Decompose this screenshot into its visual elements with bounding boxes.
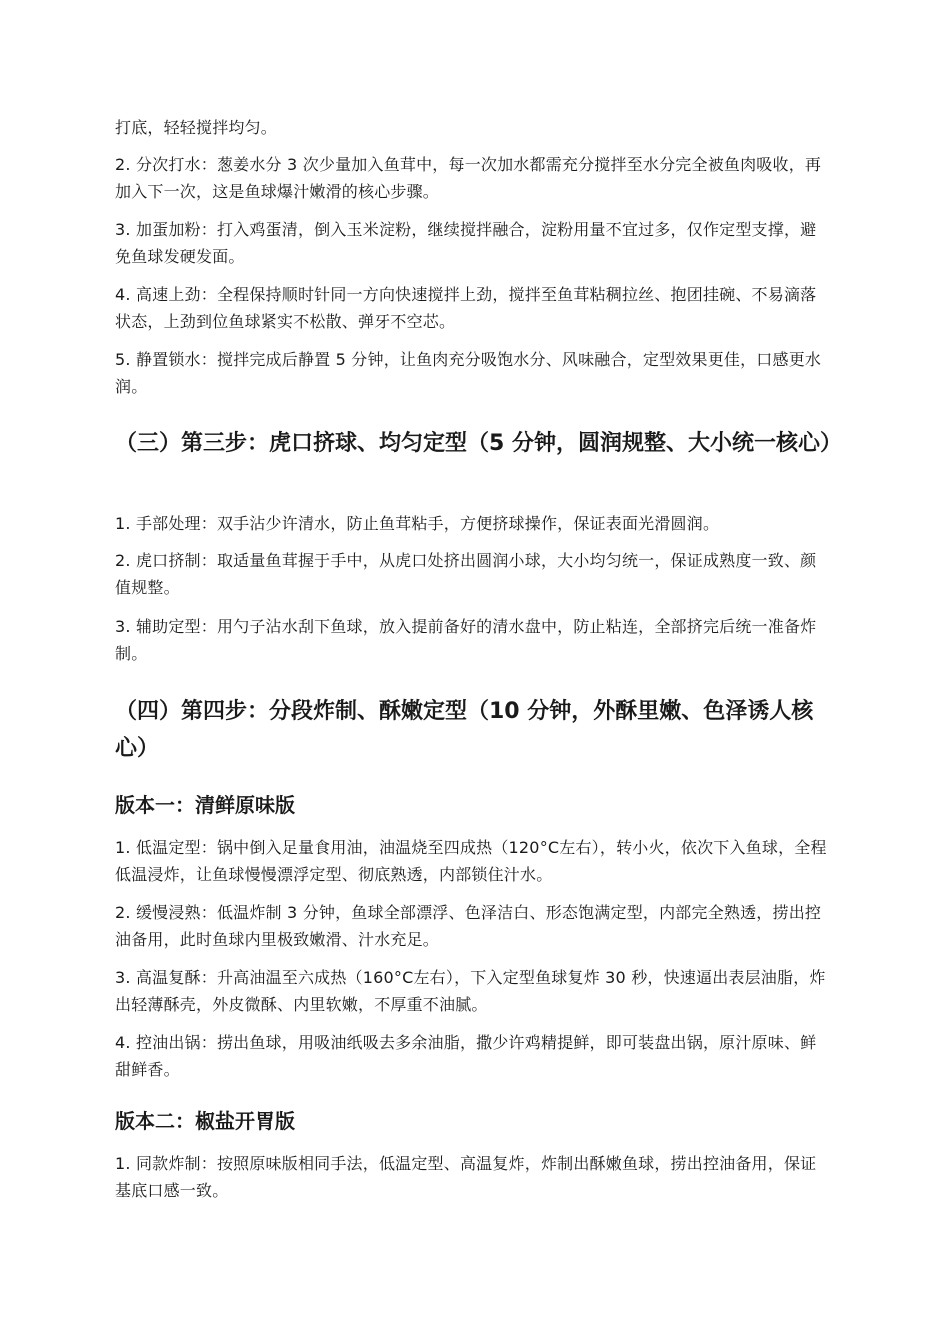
paragraph-version1-item1: 1. 低温定型：锅中倒入足量食用油，油温烧至四成热（120°C左右），转小火，依次下入鱼球，全程低温浸炸，让鱼球慢慢漂浮定型、彻底熟透，内部锁住汁水。 xyxy=(115,838,827,884)
heading-version2: 版本二：椒盐开胃版 xyxy=(115,1109,295,1133)
heading-step3: （三）第三步：虎口挤球、均匀定型（5 分钟，圆润规整、大小统一核心） xyxy=(115,431,842,456)
paragraph-step2-item5: 5. 静置锁水：搅拌完成后静置 5 分钟，让鱼肉充分吸饱水分、风味融合，定型效果更佳，口感更水润。 xyxy=(115,350,822,396)
paragraph-step2-continued: 打底，轻轻搅拌均匀。 xyxy=(115,118,278,137)
paragraph-step2-item4: 4. 高速上劲：全程保持顺时针同一方向快速搅拌上劲，搅拌至鱼茸粘稠拉丝、抱团挂碗、不易滴落状态，上劲到位鱼球紧实不松散、弹牙不空芯。 xyxy=(115,285,817,331)
paragraph-version1-item4: 4. 控油出锅：捞出鱼球，用吸油纸吸去多余油脂，撒少许鸡精提鲜，即可装盘出锅，原汁原味、鲜甜鲜香。 xyxy=(115,1033,817,1079)
heading-version1: 版本一：清鲜原味版 xyxy=(115,793,295,817)
paragraph-version1-item2: 2. 缓慢浸熟：低温炸制 3 分钟，鱼球全部漂浮、色泽洁白、形态饱满定型，内部完全熟透，捞出控油备用，此时鱼球内里极致嫩滑、汁水充足。 xyxy=(115,903,822,949)
paragraph-step3-item1: 1. 手部处理：双手沾少许清水，防止鱼茸粘手，方便挤球操作，保证表面光滑圆润。 xyxy=(115,514,720,533)
paragraph-step2-item2: 2. 分次打水：葱姜水分 3 次少量加入鱼茸中，每一次加水都需充分搅拌至水分完全被鱼肉吸收，再加入下一次，这是鱼球爆汁嫩滑的核心步骤。 xyxy=(115,155,822,201)
paragraph-step3-item3: 3. 辅助定型：用勺子沾水刮下鱼球，放入提前备好的清水盘中，防止粘连，全部挤完后统一准备炸制。 xyxy=(115,617,817,663)
heading-step4: （四）第四步：分段炸制、酥嫩定型（10 分钟，外酥里嫩、色泽诱人核心） xyxy=(115,699,814,761)
paragraph-version2-item1: 1. 同款炸制：按照原味版相同手法，低温定型、高温复炸，炸制出酥嫩鱼球，捞出控油备用，保证基底口感一致。 xyxy=(115,1154,817,1200)
paragraph-step2-item3: 3. 加蛋加粉：打入鸡蛋清，倒入玉米淀粉，继续搅拌融合，淀粉用量不宜过多，仅作定型支撑，避免鱼球发硬发面。 xyxy=(115,220,817,266)
paragraph-version1-item3: 3. 高温复酥：升高油温至六成热（160°C左右），下入定型鱼球复炸 30 秒，快速逼出表层油脂，炸出轻薄酥壳，外皮微酥、内里软嫩，不厚重不油腻。 xyxy=(115,968,826,1014)
paragraph-step3-item2: 2. 虎口挤制：取适量鱼茸握于手中，从虎口处挤出圆润小球，大小均匀统一，保证成熟度一致、颜值规整。 xyxy=(115,551,817,597)
